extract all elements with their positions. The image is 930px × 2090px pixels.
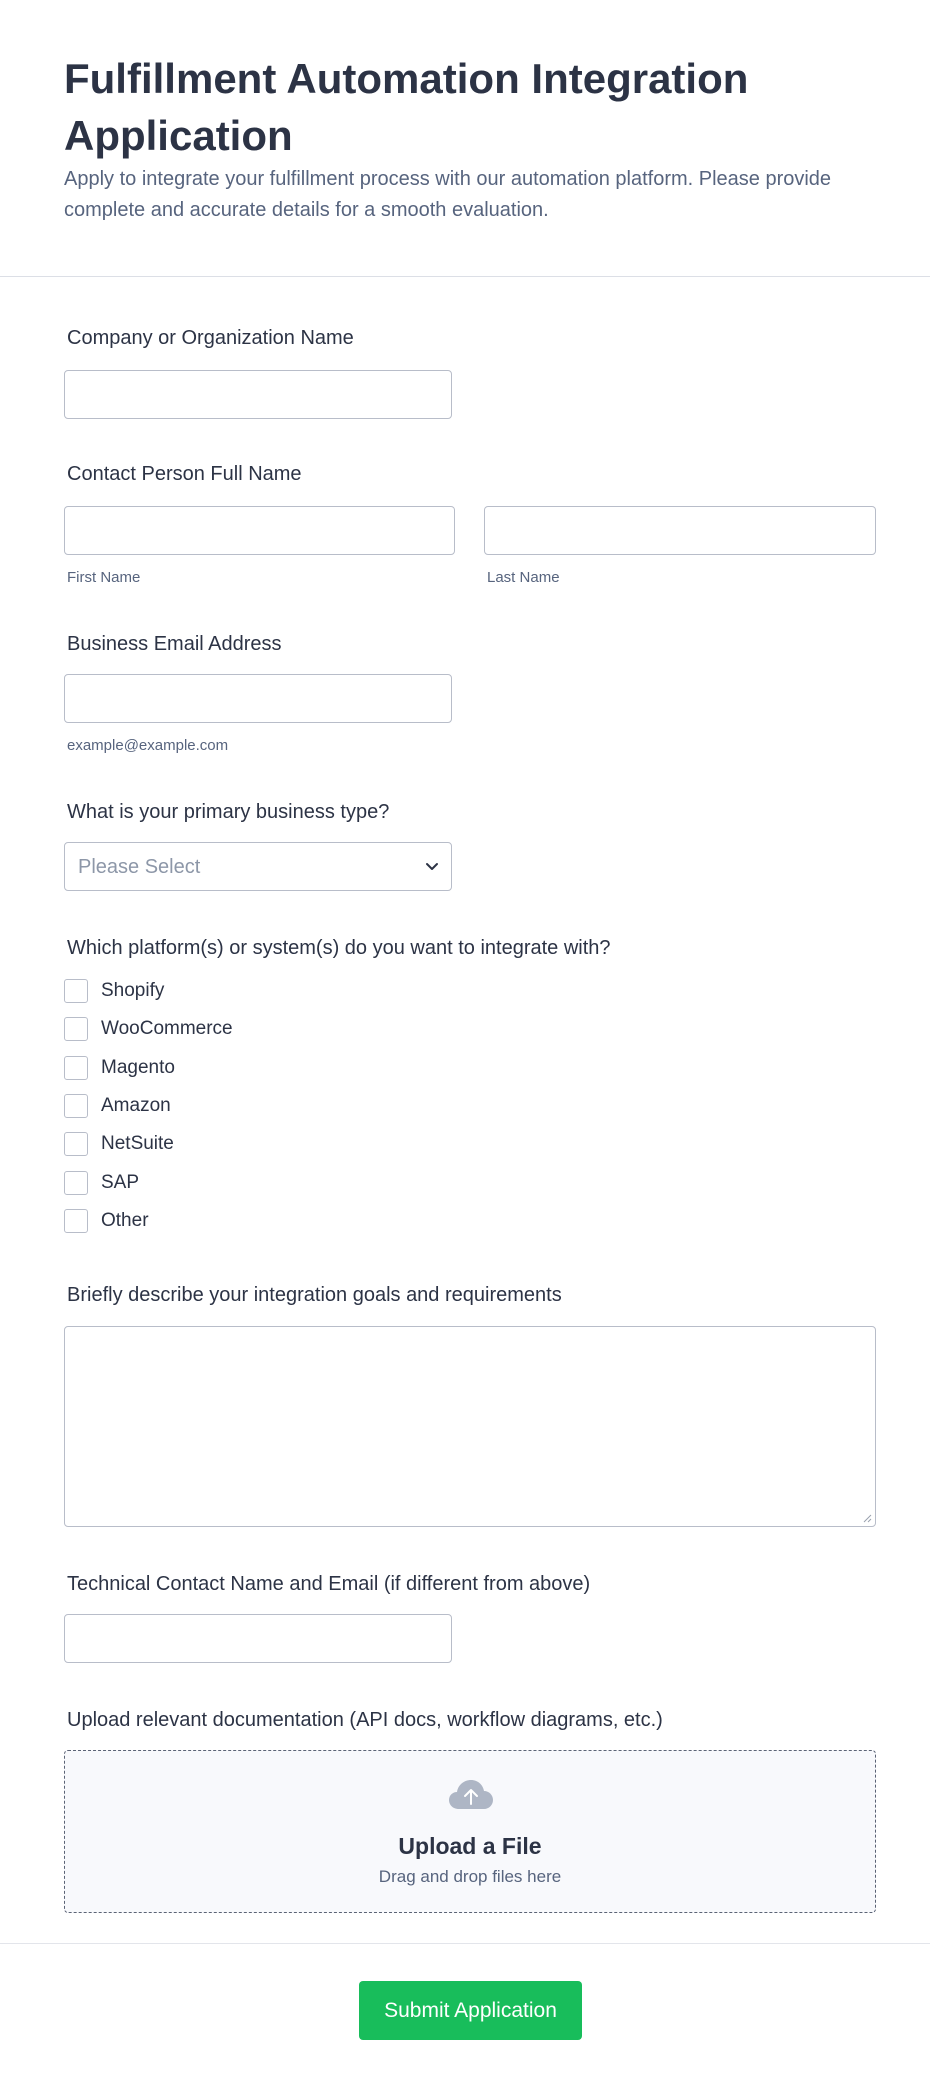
checkbox-label: WooCommerce (101, 1018, 233, 1039)
email-label: Business Email Address (67, 633, 282, 655)
checkbox-label: Shopify (101, 980, 165, 1001)
upload-subtitle: Drag and drop files here (378, 1867, 562, 1886)
resize-handle-icon[interactable] (862, 1513, 872, 1523)
email-input[interactable] (64, 674, 452, 723)
last-name-input[interactable] (484, 506, 876, 555)
footer-divider (0, 1943, 930, 1944)
checkbox[interactable] (64, 1094, 88, 1118)
last-name-sublabel: Last Name (487, 569, 560, 586)
technical-contact-input[interactable] (64, 1614, 452, 1663)
cloud-upload-icon (447, 1777, 495, 1813)
goals-textarea[interactable] (64, 1326, 876, 1527)
platforms-label: Which platform(s) or system(s) do you want to integrate with? (67, 937, 611, 959)
checkbox-label: NetSuite (101, 1133, 174, 1154)
page-subtitle: Apply to integrate your fulfillment process with our automation platform. Please provide complete and accurate details for a smooth evaluation. (64, 168, 832, 221)
checkbox-label: Magento (101, 1057, 175, 1078)
checkbox[interactable] (64, 1209, 88, 1233)
upload-title: Upload a File (398, 1833, 542, 1859)
technical-contact-label: Technical Contact Name and Email (if different from above) (67, 1573, 591, 1595)
form-header (0, 0, 930, 277)
chevron-down-icon (424, 858, 440, 874)
upload-label: Upload relevant documentation (API docs, workflow diagrams, etc.) (67, 1709, 663, 1731)
email-sublabel: example@example.com (67, 737, 229, 754)
first-name-sublabel: First Name (67, 569, 141, 586)
checkbox-label: Amazon (101, 1095, 171, 1116)
company-label: Company or Organization Name (67, 327, 354, 349)
company-input[interactable] (64, 370, 452, 419)
submit-button[interactable]: Submit Application (359, 1981, 582, 2040)
business-type-select[interactable] (64, 842, 452, 891)
goals-label: Briefly describe your integration goals and requirements (67, 1284, 562, 1306)
checkbox[interactable] (64, 1132, 88, 1156)
first-name-input[interactable] (64, 506, 455, 555)
page-title: Fulfillment Automation Integration Application (64, 55, 749, 159)
contact-name-label: Contact Person Full Name (67, 463, 302, 485)
checkbox-label: Other (101, 1210, 149, 1231)
checkbox[interactable] (64, 1171, 88, 1195)
business-type-selected: Please Select (78, 856, 201, 878)
business-type-label: What is your primary business type? (67, 801, 390, 823)
checkbox[interactable] (64, 1056, 88, 1080)
checkbox[interactable] (64, 979, 88, 1003)
checkbox[interactable] (64, 1017, 88, 1041)
file-upload-dropzone[interactable] (64, 1750, 876, 1913)
checkbox-label: SAP (101, 1172, 140, 1193)
